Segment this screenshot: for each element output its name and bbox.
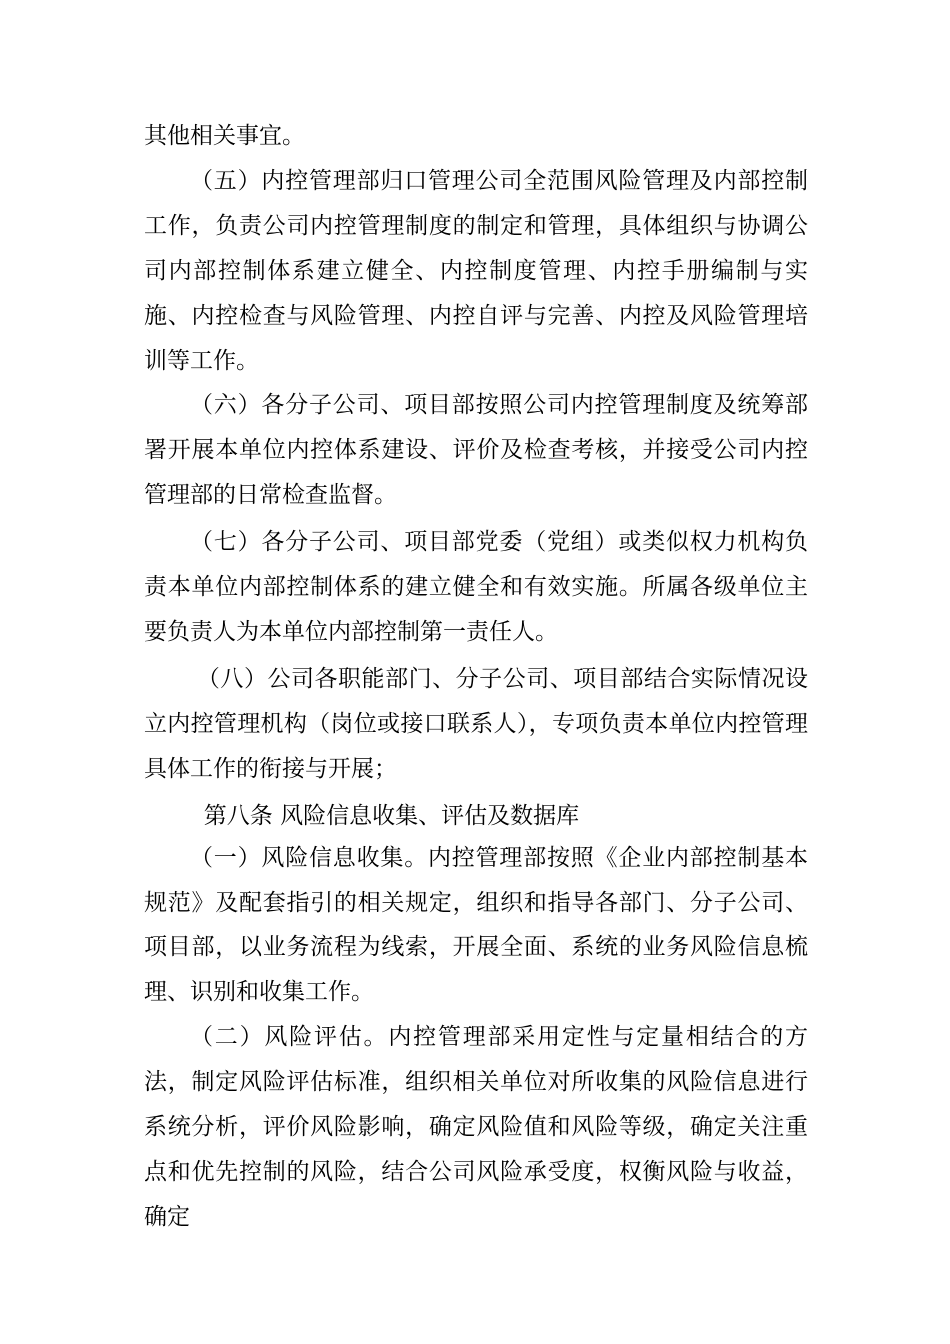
paragraph-item-7: （七）各分子公司、项目部党委（党组）或类似权力机构负责本单位内部控制体系的建立健全和有效实施。所属各级单位主要负责人为本单位内部控制第一责任人。 xyxy=(144,529,808,645)
paragraph-risk-info-collection: （一）风险信息收集。内控管理部按照《企业内部控制基本规范》及配套指引的相关规定，组织和指导各部门、分子公司、项目部，以业务流程为线索，开展全面、系统的业务风险信息梳理、识别和收集工作。 xyxy=(144,844,808,1006)
paragraph-item-8: （八）公司各职能部门、分子公司、项目部结合实际情况设立内控管理机构（岗位或接口联系人），专项负责本单位内控管理具体工作的衔接与开展； xyxy=(144,665,808,782)
document-body xyxy=(144,114,808,1240)
paragraph-item-5: （五）内控管理部归口管理公司全范围风险管理及内部控制工作，负责公司内控管理制度的制定和管理，具体组织与协调公司内部控制体系建立健全、内控制度管理、内控手册编制与实施、内控检查与风险管理、内控自评与完善、内控及风险管理培训等工作。 xyxy=(144,167,808,374)
paragraph-risk-assessment: （二）风险评估。内控管理部采用定性与定量相结合的方法，制定风险评估标准，组织相关单位对所收集的风险信息进行系统分析，评价风险影响，确定风险值和风险等级，确定关注重点和优先控制的风险，结合公司风险承受度，权衡风险与收益，确定 xyxy=(144,1024,808,1230)
paragraph-item-6: （六）各分子公司、项目部按照公司内控管理制度及统筹部署开展本单位内控体系建设、评价及检查考核，并接受公司内控管理部的日常检查监督。 xyxy=(144,392,808,509)
paragraph-continuation: 其他相关事宜。 xyxy=(144,123,305,149)
article-8-heading: 第八条 风险信息收集、评估及数据库 xyxy=(203,802,580,829)
